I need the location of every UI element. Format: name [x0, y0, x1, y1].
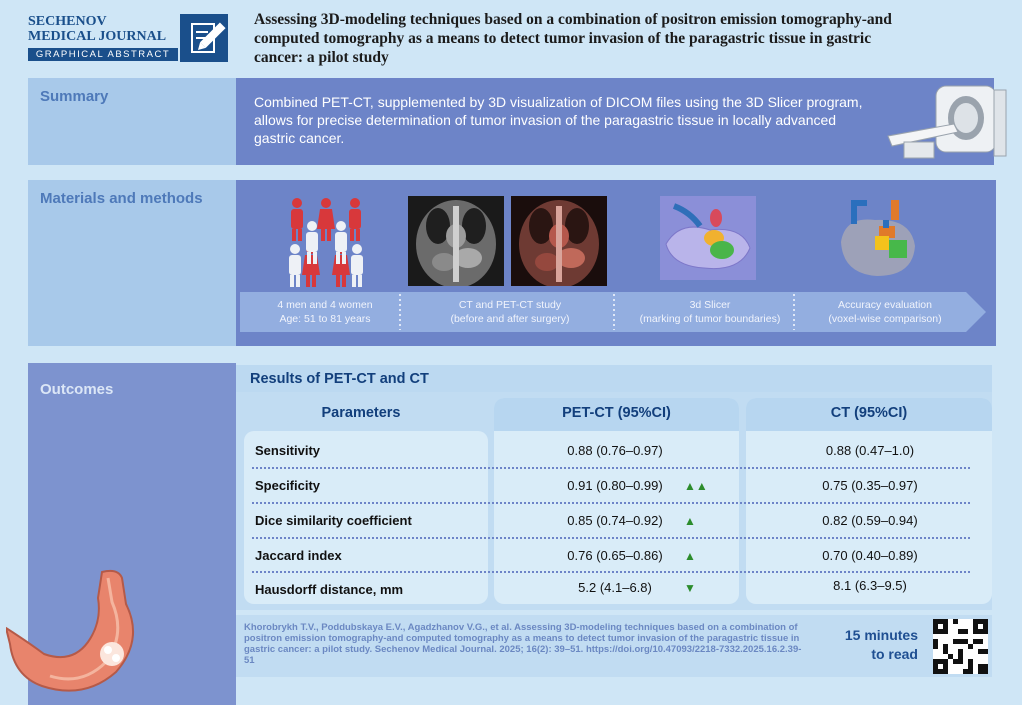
journal-name-line2: MEDICAL JOURNAL: [28, 29, 167, 44]
step-imaging: [410, 298, 610, 326]
article-title: Assessing 3D-modeling techniques based on a combination of positron emission tomography-and computed tomography as a means to detect tumor invasion of the paragastric tissue in gastric cancer: a pilot study: [254, 11, 892, 66]
journal-name-line1: SECHENOV: [28, 14, 107, 29]
step-slicer: [620, 298, 800, 326]
patients-icon: [285, 196, 367, 288]
row-hausdorff-ct: 8.1 (6.3–9.5): [833, 578, 907, 593]
pet-ct-header: PET-CT (95%CI): [562, 405, 671, 421]
row-specificity-ct: 0.75 (0.35–0.97): [822, 478, 918, 493]
step-patients: [250, 298, 400, 326]
ct-scan-image: [408, 196, 504, 286]
stomach-illustration: [6, 568, 148, 698]
qr-code-icon[interactable]: [933, 619, 988, 674]
row-divider: [252, 537, 970, 539]
up-arrow-icon: ▲▲: [684, 479, 708, 493]
reading-time: [824, 626, 918, 664]
row-hausdorff-pet: 5.2 (4.1–6.8): [578, 580, 652, 595]
row-divider: [252, 502, 970, 504]
step-patients-line1: 4 men and 4 women: [277, 299, 373, 311]
step-patients-line2: Age: 51 to 81 years: [279, 313, 371, 325]
step-accuracy-line1: Accuracy evaluation: [838, 299, 932, 311]
citation-text: Khorobrykh T.V., Poddubskaya E.V., Agadzhanov V.G., et al. Assessing 3D-modeling techniques based on a combination of positron emission tomography-and computed tomography as a means to detect tumor invasion of the paragastric tissue in gastric cancer: a pilot study. Sechenov Medical Journal. 2025; 16(2): 39–51. https://doi.org/10.47093/2218-7332.2025.16.2.39-51: [244, 622, 802, 666]
summary-text: Combined PET-CT, supplemented by 3D visualization of DICOM files using the 3D Slicer program, allows for precise determination of tumor invasion of the paragastric tissue in locally advanced gastric cancer.: [254, 94, 863, 146]
row-divider: [252, 467, 970, 469]
reading-time-line2: to read: [871, 646, 918, 662]
pet-ct-scanner-icon: [884, 80, 1010, 164]
3d-slicer-model-image: [660, 196, 756, 280]
step-slicer-line1: 3d Slicer: [689, 299, 731, 311]
row-jaccard-ct: 0.70 (0.40–0.89): [822, 548, 918, 563]
row-dice-pet: 0.85 (0.74–0.92): [567, 513, 663, 528]
row-hausdorff-label: Hausdorff distance, mm: [255, 582, 404, 597]
row-sensitivity-pet: 0.88 (0.76–0.97): [567, 443, 663, 458]
step-imaging-line1: CT and PET-CT study: [458, 299, 562, 311]
summary-label: Summary: [28, 78, 236, 165]
graphical-abstract-tag: GRAPHICAL ABSTRACT: [28, 48, 178, 61]
down-arrow-icon: ▼: [684, 581, 696, 595]
row-specificity-label: Specificity: [255, 478, 321, 493]
ct-header: CT (95%CI): [830, 405, 908, 421]
parameters-header: Parameters: [321, 405, 401, 421]
step-slicer-line2: (marking of tumor boundaries): [639, 313, 781, 325]
step-accuracy: [800, 298, 970, 326]
row-jaccard-pet: 0.76 (0.65–0.86): [567, 548, 663, 563]
row-specificity-pet: 0.91 (0.80–0.99): [567, 478, 663, 493]
row-jaccard-label: Jaccard index: [255, 548, 342, 563]
step-accuracy-line2: (voxel-wise comparison): [828, 313, 942, 325]
pencil-note-icon: [180, 14, 228, 62]
up-arrow-icon: ▲: [684, 514, 696, 528]
up-arrow-icon: ▲: [684, 549, 696, 563]
row-dice-label: Dice similarity coefficient: [255, 513, 412, 528]
outcomes-label: Outcomes: [28, 363, 236, 705]
voxel-model-image: [835, 196, 920, 280]
step-imaging-line2: (before and after surgery): [450, 313, 570, 325]
pet-ct-scan-image: [511, 196, 607, 286]
row-sensitivity-ct: 0.88 (0.47–1.0): [825, 443, 915, 458]
methods-label: Materials and methods: [28, 180, 236, 346]
row-dice-ct: 0.82 (0.59–0.94): [822, 513, 918, 528]
row-sensitivity-label: Sensitivity: [255, 443, 321, 458]
reading-time-line1: 15 minutes: [844, 627, 918, 643]
journal-logo: [28, 14, 178, 61]
row-divider: [252, 571, 970, 573]
results-title: Results of PET-CT and CT: [236, 365, 992, 392]
